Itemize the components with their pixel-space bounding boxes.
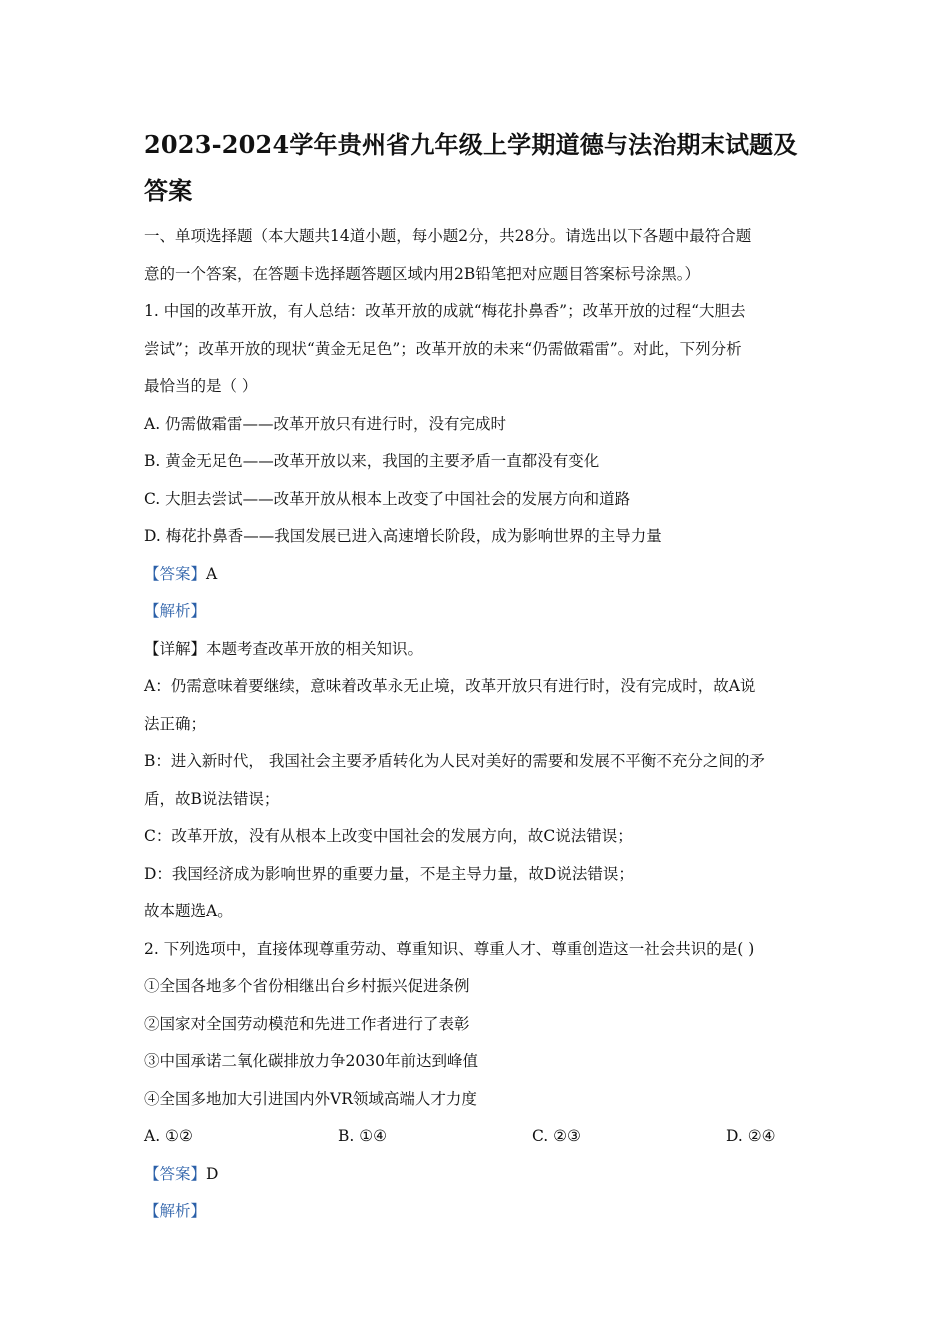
detail-label: 【详解】 (144, 639, 207, 658)
q2-item-2: ②国家对全国劳动模范和先进工作者进行了表彰 (144, 1014, 470, 1033)
page-title (144, 122, 810, 214)
q1-explain-a-line-2: 法正确； (144, 714, 207, 733)
section-heading-line-1: 一、单项选择题（本大题共14道小题，每小题2分，共28分。请选出以下各题中最符合题 (144, 227, 752, 245)
q2-option-a: A. ①② (144, 1127, 193, 1145)
answer-value: D (206, 1164, 219, 1183)
q1-option-c: C. 大胆去尝试——改革开放从根本上改变了中国社会的发展方向和道路 (144, 489, 631, 508)
q1-conclusion: 故本题选A。 (144, 902, 233, 920)
q1-stem-line-1: 1. 中国的改革开放，有人总结：改革开放的成就“梅花扑鼻香”；改革开放的过程“大胆去 (144, 302, 746, 320)
q1-stem-line-2: 尝试”；改革开放的现状“黄金无足色”；改革开放的未来“仍需做霜雷”。对此，下列分析 (144, 339, 742, 358)
q2-option-d: D. ②④ (726, 1127, 776, 1145)
q2-analysis-label: 【解析】 (144, 1202, 207, 1220)
title-line-1: 2023-2024学年贵州省九年级上学期道德与法治期末试题及 (144, 130, 798, 159)
answer-label: 【答案】 (144, 1164, 207, 1183)
q1-explain-b-line-2: 盾，故B说法错误； (144, 789, 280, 808)
q1-option-a: A. 仍需做霜雷——改革开放只有进行时，没有完成时 (144, 414, 507, 433)
detail-text: 本题考查改革开放的相关知识。 (206, 639, 424, 658)
q1-detail (144, 631, 810, 669)
q2-answer (144, 1156, 810, 1194)
q1-explain-b-line-1: B：进入新时代， 我国社会主要矛盾转化为人民对美好的需要和发展不平衡不充分之间的矛 (144, 752, 765, 770)
section-heading-line-2: 意的一个答案，在答题卡选择题答题区域内用2B铅笔把对应题目答案标号涂黑。） (144, 264, 701, 283)
q1-explain-d: D：我国经济成为影响世界的重要力量，不是主导力量，故D说法错误； (144, 864, 634, 883)
q2-item-4: ④全国多地加大引进国内外VR领域高端人才力度 (144, 1089, 477, 1108)
q2-item-3: ③中国承诺二氧化碳排放力争2030年前达到峰值 (144, 1052, 478, 1070)
q1-option-d: D. 梅花扑鼻香——我国发展已进入高速增长阶段，成为影响世界的主导力量 (144, 527, 662, 545)
q1-answer (144, 556, 810, 594)
q1-explain-c: C：改革开放，没有从根本上改变中国社会的发展方向，故C说法错误； (144, 827, 633, 845)
q1-option-b: B. 黄金无足色——改革开放以来，我国的主要矛盾一直都没有变化 (144, 452, 600, 470)
q1-analysis-label: 【解析】 (144, 602, 207, 620)
answer-value: A (206, 564, 218, 583)
q2-option-b: B. ①④ (338, 1127, 388, 1145)
q2-option-c: C. ②③ (532, 1127, 581, 1145)
q1-explain-a-line-1: A：仍需意味着要继续，意味着改革永无止境，改革开放只有进行时，没有完成时，故A说 (144, 677, 756, 695)
q2-stem: 2. 下列选项中，直接体现尊重劳动、尊重知识、尊重人才、尊重创造这一社会共识的是( ) (144, 939, 755, 958)
question-1 (144, 293, 810, 931)
q2-item-1: ①全国各地多个省份相继出台乡村振兴促进条例 (144, 977, 470, 995)
title-line-2: 答案 (144, 176, 193, 205)
answer-label: 【答案】 (144, 564, 207, 583)
q2-options (144, 1118, 810, 1156)
q1-stem-line-3: 最恰当的是（ ） (144, 377, 258, 395)
question-2 (144, 931, 810, 1231)
